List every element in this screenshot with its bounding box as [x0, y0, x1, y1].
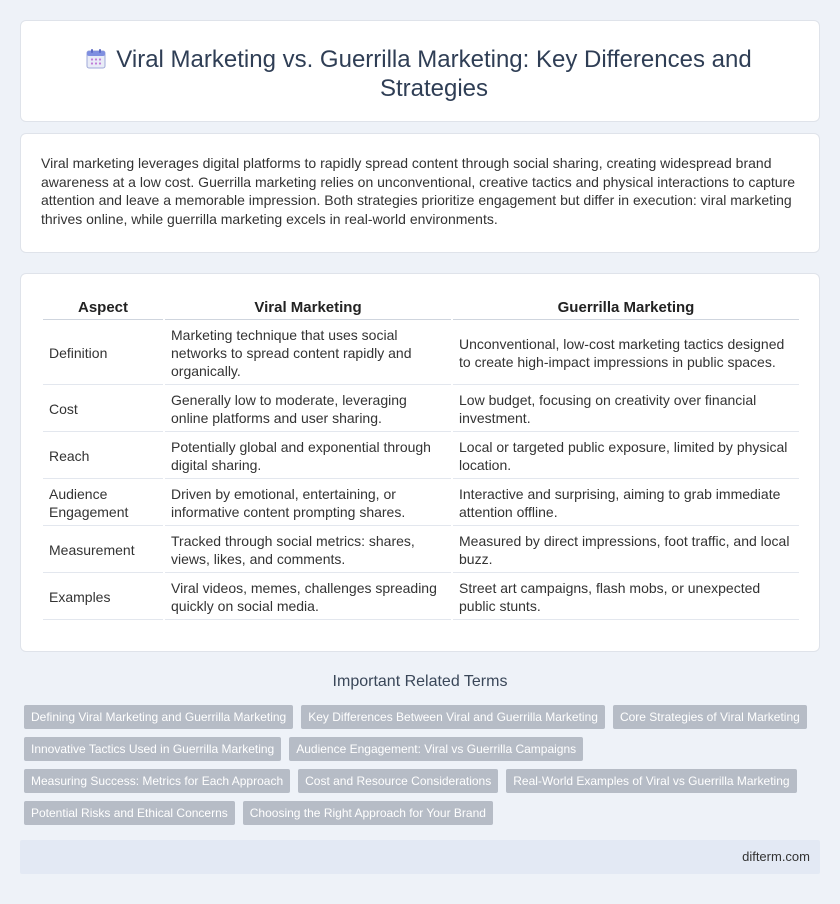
related-terms-heading: Important Related Terms — [332, 673, 508, 690]
table-row — [43, 526, 799, 573]
related-term-tag[interactable]: Real-World Examples of Viral vs Guerrilla Marketing — [506, 769, 796, 793]
cell-guerrilla: Interactive and surprising, aiming to grab immediate attention offline. — [452, 479, 799, 526]
cell-aspect: Measurement — [43, 526, 164, 573]
cell-aspect: Definition — [43, 320, 164, 385]
header-card — [20, 20, 820, 122]
related-term-tag[interactable]: Innovative Tactics Used in Guerrilla Marketing — [24, 737, 281, 761]
tag-row — [24, 705, 816, 729]
footer-site-link[interactable]: difterm.com — [742, 849, 810, 864]
related-term-tag[interactable]: Key Differences Between Viral and Guerrilla Marketing — [301, 705, 605, 729]
footer-bar — [20, 840, 820, 874]
header-viral: Viral Marketing — [164, 298, 452, 320]
intro-card — [20, 133, 820, 253]
cell-viral: Marketing technique that uses social networks to spread content rapidly and organically. — [164, 320, 452, 385]
page-title-wrap — [21, 45, 819, 103]
cell-guerrilla: Measured by direct impressions, foot traffic, and local buzz. — [452, 526, 799, 573]
table-row — [43, 385, 799, 432]
cell-aspect: Reach — [43, 432, 164, 479]
related-term-tag[interactable]: Potential Risks and Ethical Concerns — [24, 801, 235, 825]
related-term-tag[interactable]: Choosing the Right Approach for Your Brand — [243, 801, 493, 825]
tag-row — [24, 769, 816, 793]
related-term-tag[interactable]: Cost and Resource Considerations — [298, 769, 498, 793]
related-term-tag[interactable]: Audience Engagement: Viral vs Guerrilla Campaigns — [289, 737, 583, 761]
table-row — [43, 320, 799, 385]
related-term-tag[interactable]: Measuring Success: Metrics for Each Approach — [24, 769, 290, 793]
cell-guerrilla: Street art campaigns, flash mobs, or unexpected public stunts. — [452, 573, 799, 620]
header-aspect: Aspect — [43, 298, 164, 320]
tag-row — [24, 737, 816, 761]
intro-paragraph: Viral marketing leverages digital platforms to rapidly spread content through social sharing, creating widespread brand awareness at a low cost. Guerrilla marketing relies on unconventional, creative tactics and physical interactions to capture attention and leave a memorable impression. Both strategies prioritize engagement but differ in execution: viral marketing thrives online, while guerrilla marketing excels in real-world environments. — [41, 155, 796, 227]
comparison-card — [20, 273, 820, 652]
cell-viral: Generally low to moderate, leveraging online platforms and user sharing. — [164, 385, 452, 432]
cell-viral: Driven by emotional, entertaining, or informative content prompting shares. — [164, 479, 452, 526]
related-term-tag[interactable]: Core Strategies of Viral Marketing — [613, 705, 807, 729]
cell-viral: Viral videos, memes, challenges spreading quickly on social media. — [164, 573, 452, 620]
header-guerrilla: Guerrilla Marketing — [452, 298, 799, 320]
comparison-table — [43, 298, 799, 620]
cell-aspect: Examples — [43, 573, 164, 620]
table-row — [43, 573, 799, 620]
tag-row — [24, 801, 816, 825]
table-row — [43, 479, 799, 526]
cell-aspect: Audience Engagement — [43, 479, 164, 526]
table-row — [43, 432, 799, 479]
cell-guerrilla: Local or targeted public exposure, limited by physical location. — [452, 432, 799, 479]
calendar-icon — [85, 48, 107, 70]
cell-viral: Potentially global and exponential through digital sharing. — [164, 432, 452, 479]
related-terms-list — [24, 705, 816, 833]
cell-guerrilla: Unconventional, low-cost marketing tactics designed to create high-impact impressions in public spaces. — [452, 320, 799, 385]
table-header-row — [43, 298, 799, 320]
related-term-tag[interactable]: Defining Viral Marketing and Guerrilla Marketing — [24, 705, 293, 729]
cell-viral: Tracked through social metrics: shares, views, likes, and comments. — [164, 526, 452, 573]
cell-guerrilla: Low budget, focusing on creativity over financial investment. — [452, 385, 799, 432]
page-title: Viral Marketing vs. Guerrilla Marketing: Key Differences and Strategies — [116, 46, 752, 102]
cell-aspect: Cost — [43, 385, 164, 432]
